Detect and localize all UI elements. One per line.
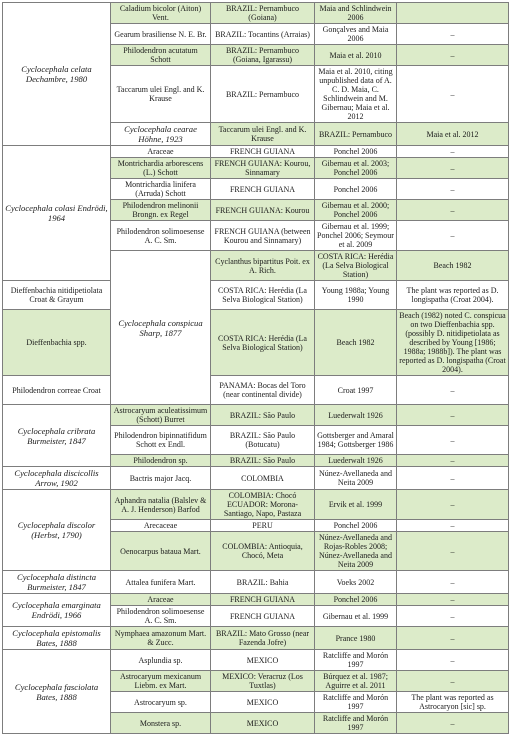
notes-cell: The plant was reported as Astrocaryon [sic] sp. [397, 692, 509, 713]
host-plant-cell: Gearum brasiliense N. E. Br. [111, 24, 211, 45]
reference-cell: Ponchel 2006 [315, 594, 397, 606]
host-plant-cell: Philodendron sp. [111, 455, 211, 467]
host-plant-cell: Arecaceae [111, 520, 211, 532]
beetle-species-cell: Cyclocephala emarginata Endrödi, 1966 [3, 594, 111, 627]
table-row [3, 146, 509, 158]
notes-cell: – [397, 200, 509, 221]
locality-cell: COLOMBIA [211, 467, 315, 490]
notes-cell: – [397, 426, 509, 455]
notes-cell: – [397, 627, 509, 650]
notes-cell: Beach (1982) noted C. conspicua on two Dieffenbachia spp. (possibly D. nitidipetiolata as described by Young [1986; 1988a; 1988b]). The plant was reported as D. longispatha (Croat 2004). [397, 310, 509, 376]
table-row [3, 376, 509, 405]
reference-cell: Prance 1980 [315, 627, 397, 650]
reference-cell: Ponchel 2006 [315, 179, 397, 200]
notes-cell: – [397, 650, 509, 671]
locality-cell: BRAZIL: Mato Grosso (near Fazenda Jofre) [211, 627, 315, 650]
reference-cell: Gottsberger and Amaral 1984; Gottsberger 1986 [315, 426, 397, 455]
beetle-species-cell: Cyclocephala distincta Burmeister, 1847 [3, 571, 111, 594]
locality-cell: BRAZIL: Tocantins (Arraias) [211, 24, 315, 45]
host-plant-cell: Monstera sp. [111, 713, 211, 734]
beetle-species-cell: Cyclocephala fasciolata Bates, 1888 [3, 650, 111, 734]
reference-cell: Gonçalves and Maia 2006 [315, 24, 397, 45]
locality-cell: BRAZIL: Pernambuco [211, 66, 315, 123]
notes-cell: – [397, 146, 509, 158]
reference-cell: Croat 1997 [315, 376, 397, 405]
table-row [3, 594, 509, 606]
notes-cell: – [397, 376, 509, 405]
beetle-species-cell: Cyclocephala discicollis Arrow, 1902 [3, 467, 111, 490]
notes-cell: – [397, 606, 509, 627]
reference-cell: Ponchel 2006 [315, 520, 397, 532]
table-row [3, 3, 509, 24]
beetle-species-cell: Cyclocephala epistomalis Bates, 1888 [3, 627, 111, 650]
locality-cell: PANAMA: Bocas del Toro (near continental divide) [211, 376, 315, 405]
beetle-species-cell: Cyclocephala colasi Endrödi, 1964 [3, 146, 111, 281]
locality-cell: MEXICO [211, 650, 315, 671]
locality-cell: MEXICO [211, 713, 315, 734]
reference-cell: Ratcliffe and Morón 1997 [315, 713, 397, 734]
reference-cell: Núnez-Avellaneda and Neita 2009 [315, 467, 397, 490]
table-row [3, 490, 509, 520]
locality-cell: BRAZIL: São Paulo [211, 455, 315, 467]
reference-cell: Gibernau et al. 1999; Ponchel 2006; Seymour et al. 2009 [315, 221, 397, 251]
host-plant-cell: Astrocaryum aculeatissimum (Schott) Burret [111, 405, 211, 426]
host-plant-cell: Caladium bicolor (Aiton) Vent. [111, 3, 211, 24]
reference-cell: Ratcliffe and Morón 1997 [315, 692, 397, 713]
host-plant-cell: Nymphaea amazonum Mart. & Zucc. [111, 627, 211, 650]
table-row [3, 571, 509, 594]
host-plant-cell: Taccarum ulei Engl. and K. Krause [211, 123, 315, 146]
locality-cell: FRENCH GUIANA [211, 146, 315, 158]
locality-cell: COSTA RICA: Herédia (La Selva Biological Station) [315, 251, 397, 281]
host-plant-cell: Attalea funifera Mart. [111, 571, 211, 594]
reference-cell: Gibernau et al. 2003; Ponchel 2006 [315, 158, 397, 179]
locality-cell: FRENCH GUIANA [211, 594, 315, 606]
notes-cell: – [397, 713, 509, 734]
host-plant-cell: Dieffenbachia nitidipetiolata Croat & Grayum [3, 281, 111, 310]
locality-cell: COSTA RICA: Herédia (La Selva Biological Station) [211, 281, 315, 310]
beetle-species-cell: Cyclocephala celata Dechambre, 1980 [3, 3, 111, 146]
notes-cell: – [397, 179, 509, 200]
host-plant-cell: Philodendron acutatum Schott [111, 45, 211, 66]
notes-cell: – [397, 45, 509, 66]
notes-cell: – [397, 158, 509, 179]
host-plant-cell: Philodendron solimoesense A. C. Sm. [111, 606, 211, 627]
reference-cell: Ponchel 2006 [315, 146, 397, 158]
notes-cell: The plant was reported as D. longispatha (Croat 2004). [397, 281, 509, 310]
locality-cell: BRAZIL: São Paulo [211, 405, 315, 426]
table-row [3, 627, 509, 650]
reference-cell: Luederwalt 1926 [315, 455, 397, 467]
beetle-species-cell: Cyclocephala cribrata Burmeister, 1847 [3, 405, 111, 467]
notes-cell: – [397, 571, 509, 594]
reference-cell: Luederwalt 1926 [315, 405, 397, 426]
locality-cell: MEXICO: Veracruz (Los Tuxtlas) [211, 671, 315, 692]
reference-cell: Voeks 2002 [315, 571, 397, 594]
host-plant-cell: Cyclanthus bipartitus Poit. ex A. Rich. [211, 251, 315, 281]
host-plant-cell: Astrocaryum mexicanum Liebm. ex Mart. [111, 671, 211, 692]
host-plant-cell: Bactris major Jacq. [111, 467, 211, 490]
locality-cell: COLOMBIA: Chocó ECUADOR: Morona-Santiago, Napo, Pastaza [211, 490, 315, 520]
reference-cell: Núnez-Avellaneda and Rojas-Robles 2008; Núnez-Avellaneda and Neita 2009 [315, 532, 397, 571]
notes-cell: – [397, 455, 509, 467]
locality-cell: BRAZIL: Pernambuco (Goiana, Igarassu) [211, 45, 315, 66]
notes-cell: – [397, 467, 509, 490]
reference-cell: Gibernau et al. 2000; Ponchel 2006 [315, 200, 397, 221]
host-plant-cell: Asplundia sp. [111, 650, 211, 671]
host-plant-cell: Montrichardia arborescens (L.) Schott [111, 158, 211, 179]
locality-cell: PERU [211, 520, 315, 532]
notes-cell: – [397, 221, 509, 251]
reference-cell: Beach 1982 [397, 251, 509, 281]
host-plant-cell: Philodendron melinonii Brongn. ex Regel [111, 200, 211, 221]
locality-cell: BRAZIL: Pernambuco (Goiana) [211, 3, 315, 24]
table-row [3, 281, 509, 310]
host-plant-cell: Montrichardia linifera (Arruda) Schott [111, 179, 211, 200]
locality-cell: FRENCH GUIANA: Kourou [211, 200, 315, 221]
host-plant-table-page [2, 2, 508, 734]
host-plant-table [2, 2, 509, 734]
notes-cell: – [397, 594, 509, 606]
reference-cell: Gibernau et al. 1999 [315, 606, 397, 627]
locality-cell: MEXICO [211, 692, 315, 713]
table-row [3, 310, 509, 376]
reference-cell: Maia et al. 2010 [315, 45, 397, 66]
host-plant-cell: Oenocarpus bataua Mart. [111, 532, 211, 571]
beetle-species-cell: Cyclocephala cearae Höhne, 1923 [111, 123, 211, 146]
notes-cell: – [397, 490, 509, 520]
locality-cell: BRAZIL: Pernambuco [315, 123, 397, 146]
notes-cell: – [397, 532, 509, 571]
reference-cell: Maia and Schlindwein 2006 [315, 3, 397, 24]
reference-cell: Maia et al. 2010, citing unpublished data of A. C. D. Maia, C. Schlindwein and M. Gibernau; Maia et al. 2012 [315, 66, 397, 123]
host-plant-cell: Taccarum ulei Engl. and K. Krause [111, 66, 211, 123]
notes-cell [397, 3, 509, 24]
host-plant-cell: Philodendron correae Croat [3, 376, 111, 405]
host-plant-cell: Philodendron bipinnatifidum Schott ex Endl. [111, 426, 211, 455]
reference-cell: Ervik et al. 1999 [315, 490, 397, 520]
beetle-species-cell: Cyclocephala discolor (Herbst, 1790) [3, 490, 111, 571]
notes-cell: – [397, 520, 509, 532]
host-plant-cell: Araceae [111, 146, 211, 158]
notes-cell: – [397, 24, 509, 45]
locality-cell: FRENCH GUIANA: Kourou, Sinnamary [211, 158, 315, 179]
table-row [3, 467, 509, 490]
host-plant-cell: Dieffenbachia spp. [3, 310, 111, 376]
host-plant-cell: Aphandra natalia (Balslev & A. J. Henderson) Barfod [111, 490, 211, 520]
reference-cell: Ratcliffe and Morón 1997 [315, 650, 397, 671]
locality-cell: FRENCH GUIANA (between Kourou and Sinnamary) [211, 221, 315, 251]
locality-cell: COLOMBIA: Antioquia, Chocó, Meta [211, 532, 315, 571]
locality-cell: BRAZIL: Bahia [211, 571, 315, 594]
beetle-species-cell: Cyclocephala conspicua Sharp, 1877 [111, 251, 211, 405]
host-plant-cell: Araceae [111, 594, 211, 606]
host-plant-cell: Astrocaryum sp. [111, 692, 211, 713]
locality-cell: FRENCH GUIANA [211, 606, 315, 627]
host-plant-cell: Philodendron solimoesense A. C. Sm. [111, 221, 211, 251]
reference-cell: Maia et al. 2012 [397, 123, 509, 146]
reference-cell: Búrquez et al. 1987; Aguirre et al. 2011 [315, 671, 397, 692]
notes-cell: – [397, 66, 509, 123]
locality-cell: BRAZIL: São Paulo (Botucatu) [211, 426, 315, 455]
table-row [3, 405, 509, 426]
notes-cell: – [397, 671, 509, 692]
reference-cell: Young 1988a; Young 1990 [315, 281, 397, 310]
notes-cell: – [397, 405, 509, 426]
locality-cell: FRENCH GUIANA [211, 179, 315, 200]
table-body [3, 3, 509, 734]
locality-cell: COSTA RICA: Herédia (La Selva Biological Station) [211, 310, 315, 376]
table-row [3, 650, 509, 671]
reference-cell: Beach 1982 [315, 310, 397, 376]
